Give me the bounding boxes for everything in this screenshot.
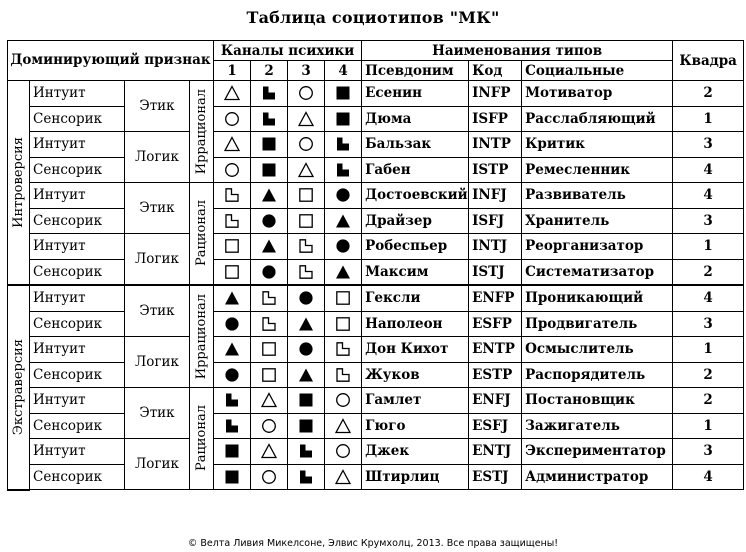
pseudonym-cell: Достоевский [362,183,469,209]
pseudonym-cell: Робеспьер [362,234,469,260]
channel-3-cell [288,208,325,234]
table-row [8,311,744,337]
triangle-outline-icon [335,469,351,485]
channel-2-cell [251,259,288,285]
code-cell: ESTP [469,362,522,388]
table-row [8,362,744,388]
code-header: Код [469,61,522,81]
circle-filled-icon [335,187,351,203]
quadra-cell: 4 [673,464,744,490]
channel-2-cell [251,132,288,158]
channel-4-cell [325,106,362,132]
table-row [8,464,744,490]
channel-2-cell [251,311,288,337]
perception-cell: Интуит [30,234,125,260]
dominant-header: Доминирующий признак [8,41,214,81]
table-row [8,208,744,234]
perception-cell: Интуит [30,337,125,363]
square-filled-icon [335,111,351,127]
quadra-cell: 2 [673,259,744,285]
copyright-footer: © Велта Ливия Микелсоне, Элвис Крумхолц, 2013. Все права защищены! [187,538,559,549]
channel-2-cell [251,464,288,490]
channel-1-cell [214,311,251,337]
l-shape-icon [335,136,351,152]
table-row [8,157,744,183]
type-names-header: Наименования типов [362,41,673,61]
channel-3-cell [288,259,325,285]
channel-3-cell [288,106,325,132]
l-outline-icon [224,213,240,229]
perception-cell: Интуит [30,285,125,311]
square-outline-icon [335,290,351,306]
social-cell: Постановщик [522,388,673,414]
channel-number: 2 [251,61,288,81]
perception-cell: Интуит [30,439,125,465]
ethic-group: Этик [125,285,190,337]
introversion-group: Интроверсия [8,81,30,286]
social-cell: Администратор [522,464,673,490]
channel-2-cell [251,362,288,388]
pseudonym-cell: Джек [362,439,469,465]
triangle-outline-icon [261,443,277,459]
table-row [8,234,744,260]
channel-1-cell [214,388,251,414]
code-cell: ENFP [469,285,522,311]
circle-filled-icon [261,213,277,229]
circle-filled-icon [298,341,314,357]
table-row [8,413,744,439]
social-cell: Хранитель [522,208,673,234]
triangle-filled-icon [298,316,314,332]
channel-4-cell [325,362,362,388]
channel-4-cell [325,234,362,260]
square-filled-icon [224,443,240,459]
triangle-filled-icon [261,187,277,203]
square-outline-icon [224,238,240,254]
channel-1-cell [214,106,251,132]
perception-cell: Интуит [30,81,125,107]
social-cell: Систематизатор [522,259,673,285]
social-cell: Критик [522,132,673,158]
pseudonym-cell: Габен [362,157,469,183]
code-cell: ESFP [469,311,522,337]
socionics-table [7,40,744,491]
channel-number: 3 [288,61,325,81]
ethic-group: Этик [125,183,190,234]
social-cell: Проникающий [522,285,673,311]
channel-1-cell [214,464,251,490]
logic-group: Логик [125,337,190,388]
channel-3-cell [288,183,325,209]
circle-filled-icon [261,264,277,280]
channel-3-cell [288,311,325,337]
pseudonym-cell: Максим [362,259,469,285]
channel-2-cell [251,413,288,439]
l-outline-icon [298,264,314,280]
channel-1-cell [214,337,251,363]
social-cell: Продвигатель [522,311,673,337]
l-shape-icon [261,85,277,101]
table-row [8,132,744,158]
triangle-outline-icon [261,392,277,408]
perception-cell: Сенсорик [30,157,125,183]
quadra-cell: 4 [673,157,744,183]
triangle-filled-icon [261,238,277,254]
channel-4-cell [325,157,362,183]
channel-1-cell [214,413,251,439]
social-cell: Зажигатель [522,413,673,439]
pseudonym-cell: Гюго [362,413,469,439]
perception-cell: Интуит [30,388,125,414]
pseudonym-cell: Жуков [362,362,469,388]
channel-1-cell [214,234,251,260]
channel-4-cell [325,132,362,158]
triangle-outline-icon [298,162,314,178]
quadra-cell: 3 [673,311,744,337]
perception-cell: Сенсорик [30,106,125,132]
circle-outline-icon [298,136,314,152]
channel-number: 1 [214,61,251,81]
channel-3-cell [288,388,325,414]
channel-2-cell [251,106,288,132]
channel-2-cell [251,183,288,209]
perception-cell: Сенсорик [30,464,125,490]
l-outline-icon [335,341,351,357]
square-filled-icon [298,418,314,434]
code-cell: INFP [469,81,522,107]
channel-2-cell [251,81,288,107]
quadra-header: Квадра [673,41,744,81]
code-cell: ISFP [469,106,522,132]
pseudonym-cell: Дон Кихот [362,337,469,363]
ethic-group: Этик [125,81,190,132]
channel-4-cell [325,464,362,490]
square-outline-icon [261,367,277,383]
channel-1-cell [214,132,251,158]
square-filled-icon [261,162,277,178]
channel-1-cell [214,285,251,311]
circle-outline-icon [298,85,314,101]
code-cell: ESFJ [469,413,522,439]
social-cell: Ремесленник [522,157,673,183]
channel-1-cell [214,208,251,234]
code-cell: ENTJ [469,439,522,465]
square-outline-icon [298,213,314,229]
channel-1-cell [214,259,251,285]
circle-outline-icon [335,443,351,459]
page-title: Таблица социотипов "МК" [246,8,500,27]
logic-group: Логик [125,132,190,183]
perception-cell: Сенсорик [30,413,125,439]
table-row [8,183,744,209]
pseudonym-header: Псевдоним [362,61,469,81]
triangle-filled-icon [224,341,240,357]
channel-4-cell [325,388,362,414]
quadra-cell: 2 [673,388,744,414]
pseudonym-cell: Драйзер [362,208,469,234]
square-outline-icon [335,316,351,332]
channel-4-cell [325,259,362,285]
pseudonym-cell: Дюма [362,106,469,132]
social-cell: Экспериментатор [522,439,673,465]
code-cell: INTJ [469,234,522,260]
pseudonym-cell: Есенин [362,81,469,107]
quadra-cell: 3 [673,439,744,465]
channel-3-cell [288,439,325,465]
square-outline-icon [224,264,240,280]
table-row [8,439,744,465]
channel-3-cell [288,132,325,158]
code-cell: ISTP [469,157,522,183]
quadra-cell: 2 [673,81,744,107]
channel-2-cell [251,234,288,260]
l-shape-icon [261,111,277,127]
code-cell: ESTJ [469,464,522,490]
square-filled-icon [335,85,351,101]
social-cell: Развиватель [522,183,673,209]
code-cell: ENFJ [469,388,522,414]
circle-outline-icon [224,111,240,127]
l-outline-icon [298,238,314,254]
code-cell: ENTP [469,337,522,363]
ethic-group: Этик [125,388,190,439]
circle-filled-icon [224,367,240,383]
square-outline-icon [298,187,314,203]
table-row [8,337,744,363]
channel-1-cell [214,183,251,209]
channel-2-cell [251,285,288,311]
triangle-filled-icon [335,264,351,280]
square-outline-icon [261,341,277,357]
code-cell: INTP [469,132,522,158]
channel-3-cell [288,337,325,363]
channel-3-cell [288,81,325,107]
channel-4-cell [325,413,362,439]
triangle-outline-icon [224,136,240,152]
quadra-cell: 1 [673,413,744,439]
triangle-outline-icon [224,85,240,101]
circle-outline-icon [224,162,240,178]
quadra-cell: 3 [673,132,744,158]
l-shape-icon [298,469,314,485]
rational-group: Рационал [190,183,214,286]
code-cell: ISFJ [469,208,522,234]
quadra-cell: 1 [673,106,744,132]
channel-1-cell [214,362,251,388]
quadra-cell: 2 [673,362,744,388]
channel-3-cell [288,285,325,311]
channel-number: 4 [325,61,362,81]
channel-4-cell [325,337,362,363]
channel-3-cell [288,464,325,490]
triangle-filled-icon [335,213,351,229]
channel-2-cell [251,157,288,183]
square-filled-icon [298,392,314,408]
social-cell: Реорганизатор [522,234,673,260]
quadra-cell: 3 [673,208,744,234]
triangle-outline-icon [335,418,351,434]
pseudonym-cell: Штирлиц [362,464,469,490]
channel-3-cell [288,234,325,260]
code-cell: INFJ [469,183,522,209]
l-shape-icon [224,392,240,408]
l-outline-icon [335,367,351,383]
channel-4-cell [325,81,362,107]
l-shape-icon [224,418,240,434]
l-outline-icon [224,187,240,203]
pseudonym-cell: Наполеон [362,311,469,337]
channel-2-cell [251,208,288,234]
perception-cell: Интуит [30,132,125,158]
circle-filled-icon [298,290,314,306]
perception-cell: Интуит [30,183,125,209]
perception-cell: Сенсорик [30,362,125,388]
triangle-filled-icon [224,290,240,306]
channels-header: Каналы психики [214,41,362,61]
logic-group: Логик [125,234,190,286]
channel-3-cell [288,157,325,183]
channel-1-cell [214,439,251,465]
code-cell: ISTJ [469,259,522,285]
pseudonym-cell: Гексли [362,285,469,311]
rational-group: Рационал [190,388,214,490]
irrational-group: Иррационал [190,285,214,388]
channel-3-cell [288,413,325,439]
channel-1-cell [214,157,251,183]
channel-3-cell [288,362,325,388]
triangle-filled-icon [298,367,314,383]
quadra-cell: 4 [673,183,744,209]
l-outline-icon [261,290,277,306]
quadra-cell: 1 [673,234,744,260]
table-row [8,106,744,132]
channel-2-cell [251,337,288,363]
channel-2-cell [251,388,288,414]
table-row [8,285,744,311]
triangle-outline-icon [298,111,314,127]
table-row [8,259,744,285]
channel-4-cell [325,208,362,234]
social-cell: Мотиватор [522,81,673,107]
circle-outline-icon [261,469,277,485]
extraversion-group: Экстраверсия [8,285,30,490]
quadra-cell: 4 [673,285,744,311]
social-header: Социальные [522,61,673,81]
circle-filled-icon [224,316,240,332]
logic-group: Логик [125,439,190,490]
circle-filled-icon [335,238,351,254]
perception-cell: Сенсорик [30,259,125,285]
l-outline-icon [261,316,277,332]
social-cell: Распорядитель [522,362,673,388]
l-shape-icon [335,162,351,178]
l-shape-icon [298,443,314,459]
irrational-group: Иррационал [190,81,214,183]
channel-1-cell [214,81,251,107]
channel-4-cell [325,311,362,337]
perception-cell: Сенсорик [30,208,125,234]
channel-4-cell [325,285,362,311]
social-cell: Осмыслитель [522,337,673,363]
square-filled-icon [261,136,277,152]
circle-outline-icon [261,418,277,434]
quadra-cell: 1 [673,337,744,363]
pseudonym-cell: Бальзак [362,132,469,158]
channel-4-cell [325,439,362,465]
pseudonym-cell: Гамлет [362,388,469,414]
channel-4-cell [325,183,362,209]
perception-cell: Сенсорик [30,311,125,337]
social-cell: Расслабляющий [522,106,673,132]
table-row [8,81,744,107]
table-row [8,388,744,414]
square-filled-icon [224,469,240,485]
channel-2-cell [251,439,288,465]
circle-outline-icon [335,392,351,408]
